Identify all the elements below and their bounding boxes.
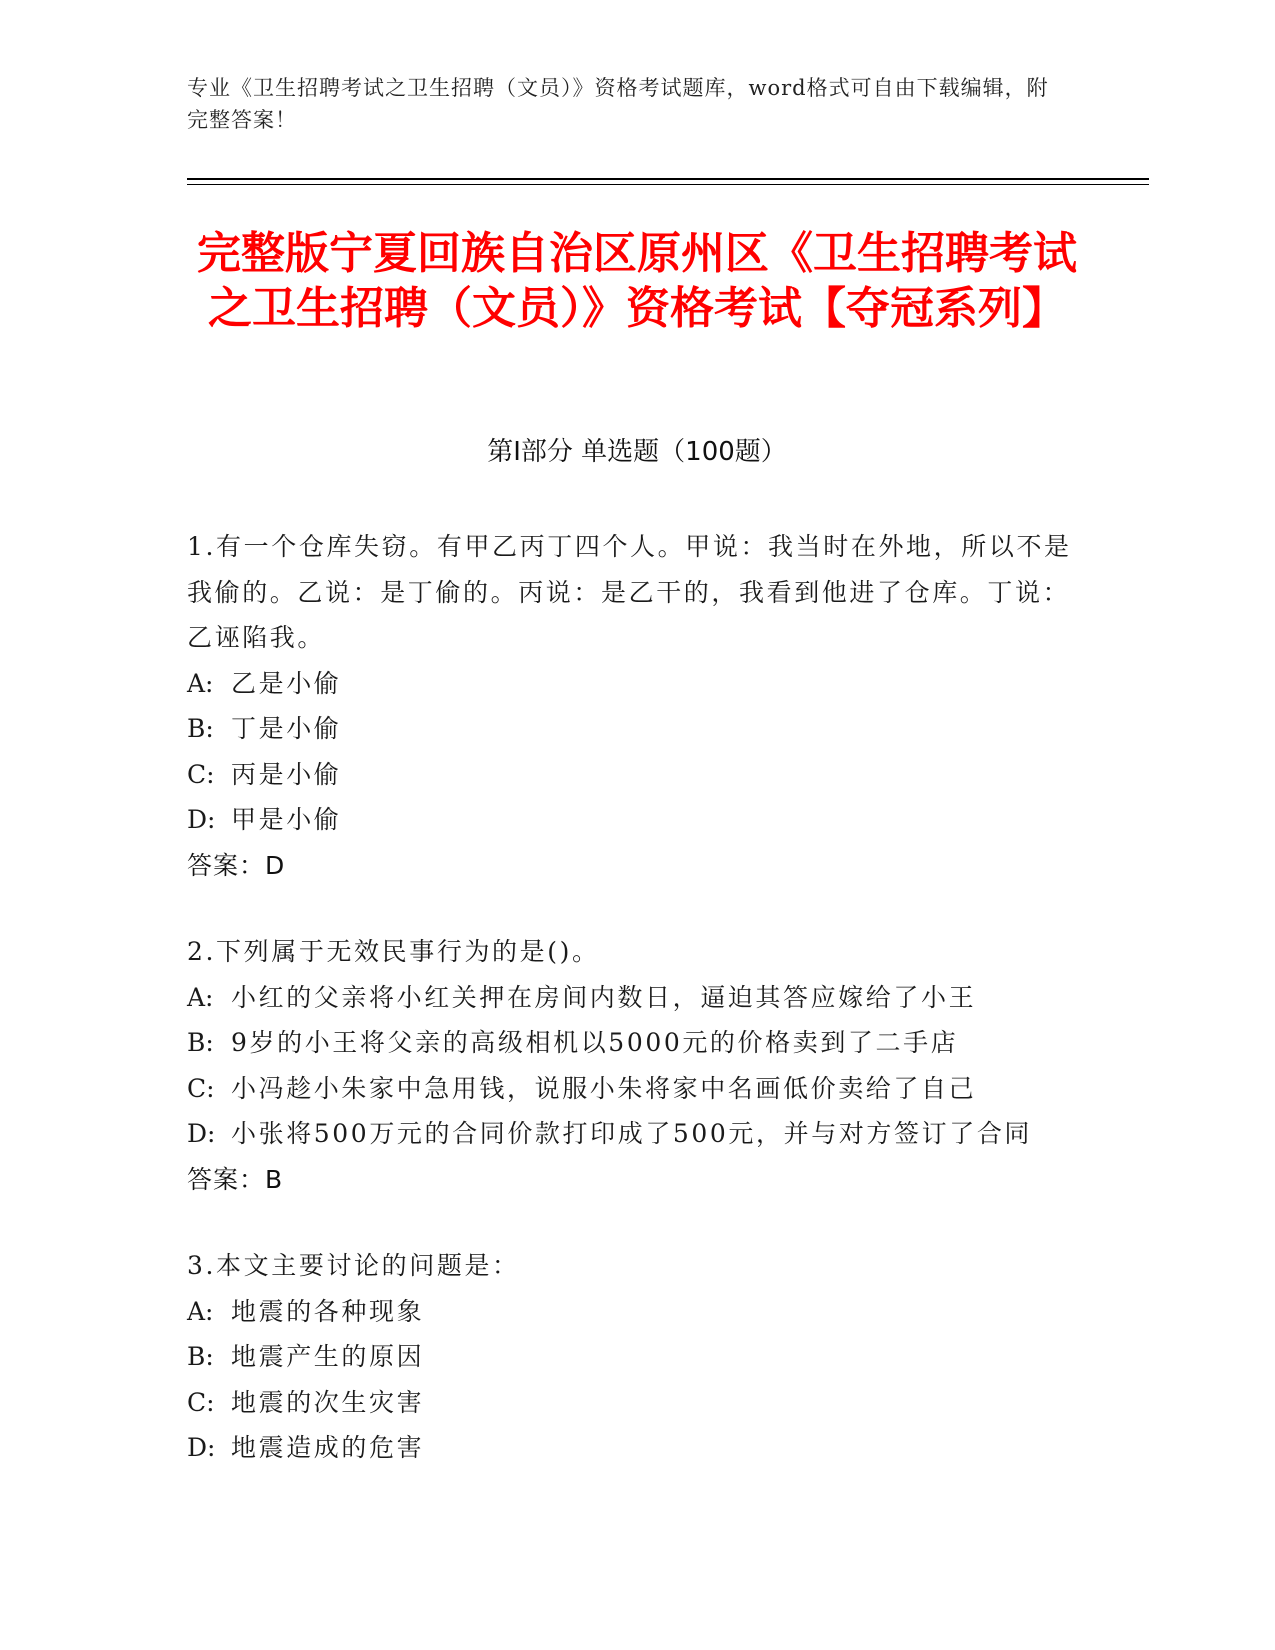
option-text: 地震产生的原因 [231,1342,425,1371]
option-text: 甲是小偷 [231,805,342,834]
header-divider-thick [187,178,1149,180]
option-text: 地震造成的危害 [231,1433,425,1462]
option-a [187,975,1077,1021]
question-stem: 2.下列属于无效民事行为的是()。 [187,937,600,966]
question-list [187,524,1077,1512]
question-1 [187,524,1077,888]
option-key: A: [187,668,214,698]
option-key: C: [187,1387,215,1417]
section-heading: 第Ⅰ部分 单选题（100题） [487,437,787,467]
option-key: B: [187,1028,214,1057]
answer-line: 答案：D [187,850,286,880]
option-b [187,1334,1077,1380]
header-note: 专业《卫生招聘考试之卫生招聘（文员）》资格考试题库，word格式可自由下载编辑，附完整答案！ [187,76,1049,132]
option-key: A: [187,982,214,1012]
option-key: A: [187,1296,214,1326]
option-key: C: [187,1073,215,1103]
option-text: 地震的次生灾害 [231,1387,425,1417]
option-text: 丁是小偷 [231,714,342,743]
question-2 [187,929,1077,1202]
question-stem: 3.本文主要讨论的问题是： [187,1251,520,1280]
option-key: B: [187,714,214,743]
answer-line: 答案：B [187,1164,284,1194]
header-divider-thin [187,184,1149,185]
option-text: 乙是小偷 [231,668,342,698]
option-b [187,706,1077,752]
option-key: D: [187,1433,216,1462]
option-text: 小红的父亲将小红关押在房间内数日，逼迫其答应嫁给了小王 [231,982,977,1012]
option-key: D: [187,805,216,834]
question-stem: 1.有一个仓库失窃。有甲乙丙丁四个人。甲说：我当时在外地，所以不是我偷的。乙说：是丁偷的。丙说：是乙干的，我看到他进了仓库。丁说：乙诬陷我。 [187,532,1072,652]
option-b [187,1020,1077,1066]
option-c [187,1380,1077,1426]
option-d [187,797,1077,843]
option-text: 小张将500万元的合同价款打印成了500元，并与对方签订了合同 [231,1119,1033,1148]
option-key: C: [187,759,215,789]
option-text: 丙是小偷 [231,759,342,789]
option-key: B: [187,1342,214,1371]
option-a [187,1289,1077,1335]
option-c [187,752,1077,798]
option-text: 地震的各种现象 [231,1296,425,1326]
option-c [187,1066,1077,1112]
option-text: 9岁的小王将父亲的高级相机以5000元的价格卖到了二手店 [231,1028,959,1057]
option-text: 小冯趁小朱家中急用钱，说服小朱将家中名画低价卖给了自己 [231,1073,977,1103]
option-d [187,1425,1077,1471]
option-d [187,1111,1077,1157]
question-3 [187,1243,1077,1471]
document-title: 完整版宁夏回族自治区原州区《卫生招聘考试之卫生招聘（文员）》资格考试【夺冠系列】 [197,228,1077,334]
option-key: D: [187,1119,216,1148]
option-a [187,661,1077,707]
